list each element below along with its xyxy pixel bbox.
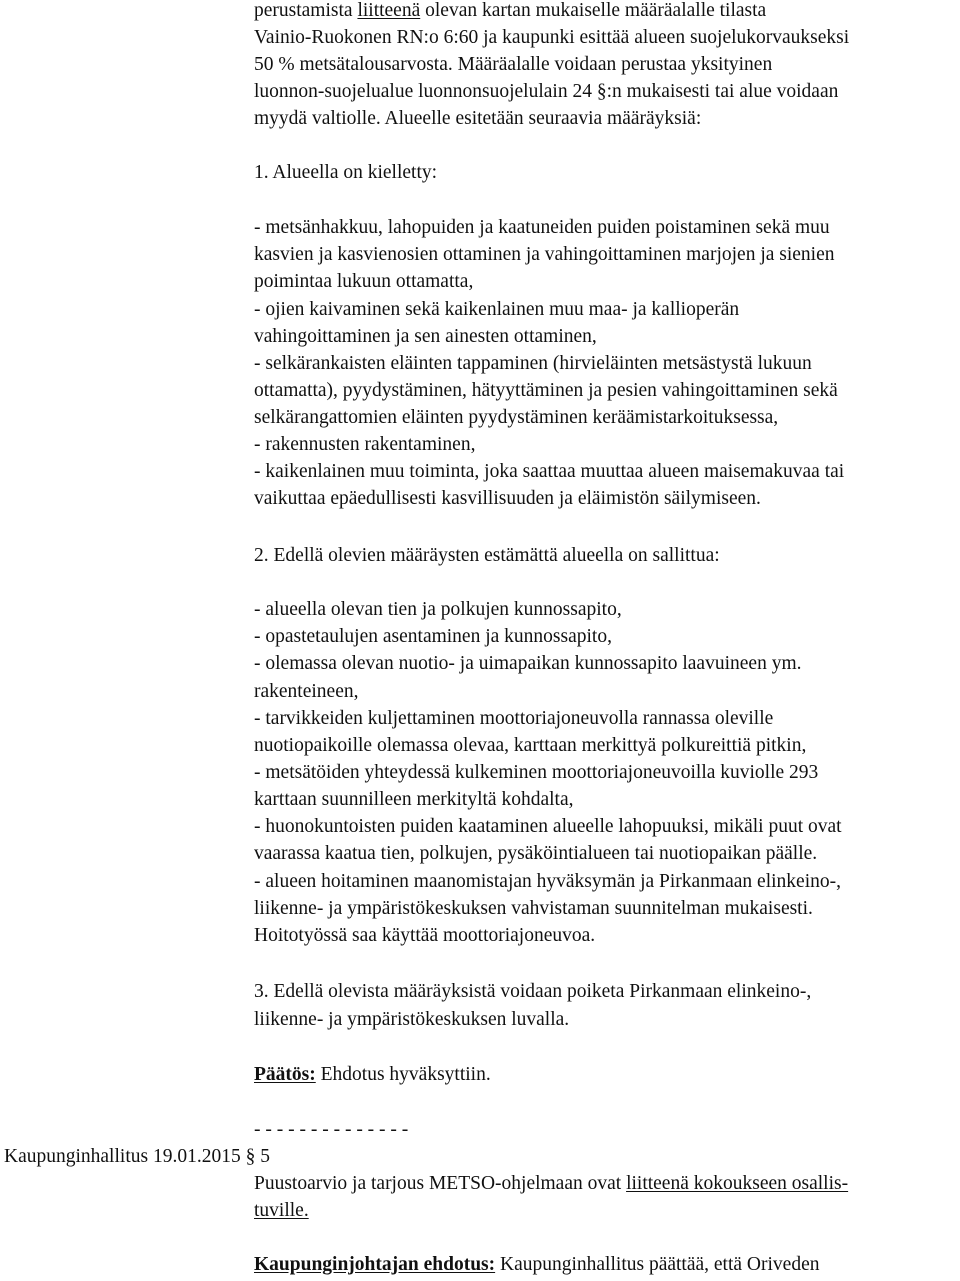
section-2-line: liikenne- ja ympäristökeskuksen vahvistaman suunnitelman mukaisesti. bbox=[254, 898, 813, 919]
meeting-attachment-link[interactable]: liitteenä kokoukseen osallis- bbox=[626, 1173, 849, 1194]
section-1-line: - kaikenlainen muu toiminta, joka saattaa muuttaa alueen maisemakuvaa tai bbox=[254, 461, 845, 482]
section-3-line: 3. Edellä olevista määräyksistä voidaan poiketa Pirkanmaan elinkeino-, bbox=[254, 981, 812, 1002]
section-2-line: - huonokuntoisten puiden kaataminen alueelle lahopuuksi, mikäli puut ovat bbox=[254, 816, 842, 837]
section-1-line: poimintaa lukuun ottamatta, bbox=[254, 271, 474, 292]
meeting-attachment-link[interactable]: tuville. bbox=[254, 1200, 309, 1221]
meeting-line-2 bbox=[254, 1197, 309, 1224]
intro-text: :n mukaisesti tai alue voidaan bbox=[606, 81, 839, 102]
proposal-label: Kaupunginjohtajan ehdotus: bbox=[254, 1254, 496, 1275]
section-2-line: - metsätöiden yhteydessä kulkeminen moottoriajoneuvoilla kuviolle 293 bbox=[254, 762, 819, 783]
meeting-reference-text: Kaupunginhallitus 19.01.2015 bbox=[4, 1146, 246, 1167]
section-2-line: rakenteineen, bbox=[254, 681, 359, 702]
intro-line-3: 50 % metsätalousarvosta. Määräalalle voidaan perustaa yksityinen bbox=[254, 54, 773, 75]
section-2-heading: 2. Edellä olevien määräysten estämättä alueella on sallittua: bbox=[254, 545, 720, 566]
section-2-line: - alueella olevan tien ja polkujen kunnossapito, bbox=[254, 599, 622, 620]
decision-text: Ehdotus hyväksyttiin. bbox=[315, 1064, 491, 1085]
decision-line bbox=[254, 1061, 491, 1088]
proposal-text: Kaupunginhallitus päättää, että Oriveden bbox=[495, 1254, 820, 1275]
section-2-line: vaarassa kaatua tien, polkujen, pysäköintialueen tai nuotiopaikan päälle. bbox=[254, 843, 818, 864]
section-1-line: - ojien kaivaminen sekä kaikenlainen muu maa- ja kallioperän bbox=[254, 299, 740, 320]
section-2-line: Hoitotyössä saa käyttää moottoriajoneuvoa. bbox=[254, 925, 596, 946]
separator: - - - - - - - - - - - - - - bbox=[254, 1119, 409, 1140]
section-1-line: vaikuttaa epäedullisesti kasvillisuuden ja eläimistön säilymiseen. bbox=[254, 488, 761, 509]
intro-text: luonnon-suojelualue luonnonsuojelulain 24 bbox=[254, 81, 597, 102]
intro-line-4 bbox=[254, 78, 838, 105]
section-1-line: vahingoittaminen ja sen ainesten ottaminen, bbox=[254, 326, 597, 347]
section-1-line: kasvien ja kasvienosien ottaminen ja vahingoittaminen marjojen ja sienien bbox=[254, 244, 835, 265]
section-1-heading: 1. Alueella on kielletty: bbox=[254, 162, 438, 183]
section-1-line: - rakennusten rakentaminen, bbox=[254, 434, 476, 455]
section-2-line: nuotiopaikoille olemassa olevaa, karttaan merkittyä polkureittiä pitkin, bbox=[254, 735, 807, 756]
section-2-line: - olemassa olevan nuotio- ja uimapaikan kunnossapito laavuineen ym. bbox=[254, 653, 802, 674]
section-2-line: - tarvikkeiden kuljettaminen moottoriajoneuvolla rannassa oleville bbox=[254, 708, 774, 729]
section-3-line: liikenne- ja ympäristökeskuksen luvalla. bbox=[254, 1009, 570, 1030]
meeting-text: Puustoarvio ja tarjous METSO-ohjelmaan ovat bbox=[254, 1173, 627, 1194]
section-1-line: ottamatta), pyydystäminen, hätyyttäminen ja pesien vahingoittaminen sekä bbox=[254, 380, 838, 401]
section-symbol: § bbox=[245, 1146, 256, 1167]
section-2-line: - alueen hoitaminen maanomistajan hyväksymän ja Pirkanmaan elinkeino-, bbox=[254, 871, 841, 892]
meeting-line-1 bbox=[254, 1170, 848, 1197]
intro-line-5: myydä valtiolle. Alueelle esitetään seuraavia määräyksiä: bbox=[254, 108, 702, 129]
intro-text: olevan kartan mukaiselle määräalalle tilasta bbox=[420, 0, 767, 21]
proposal-line bbox=[254, 1251, 819, 1278]
section-1-line: - metsänhakkuu, lahopuiden ja kaatuneiden puiden poistaminen sekä muu bbox=[254, 217, 830, 238]
section-2-line: - opastetaulujen asentaminen ja kunnossapito, bbox=[254, 626, 612, 647]
section-1-line: - selkärankaisten eläinten tappaminen (hirvieläinten metsästystä lukuun bbox=[254, 353, 812, 374]
intro-text: perustamista bbox=[254, 0, 358, 21]
meeting-reference bbox=[4, 1143, 270, 1170]
section-1-line: selkärangattomien eläinten pyydystäminen keräämistarkoituksessa, bbox=[254, 407, 779, 428]
intro-line-2: Vainio-Ruokonen RN:o 6:60 ja kaupunki esittää alueen suojelukorvaukseksi bbox=[254, 27, 850, 48]
intro-line-1 bbox=[254, 0, 766, 24]
attachment-link[interactable]: liitteenä bbox=[357, 0, 421, 21]
meeting-reference-text: 5 bbox=[255, 1146, 270, 1167]
decision-label: Päätös: bbox=[254, 1064, 316, 1085]
section-symbol: § bbox=[596, 81, 607, 102]
section-2-line: karttaan suunnilleen merkityltä kohdalta, bbox=[254, 789, 574, 810]
